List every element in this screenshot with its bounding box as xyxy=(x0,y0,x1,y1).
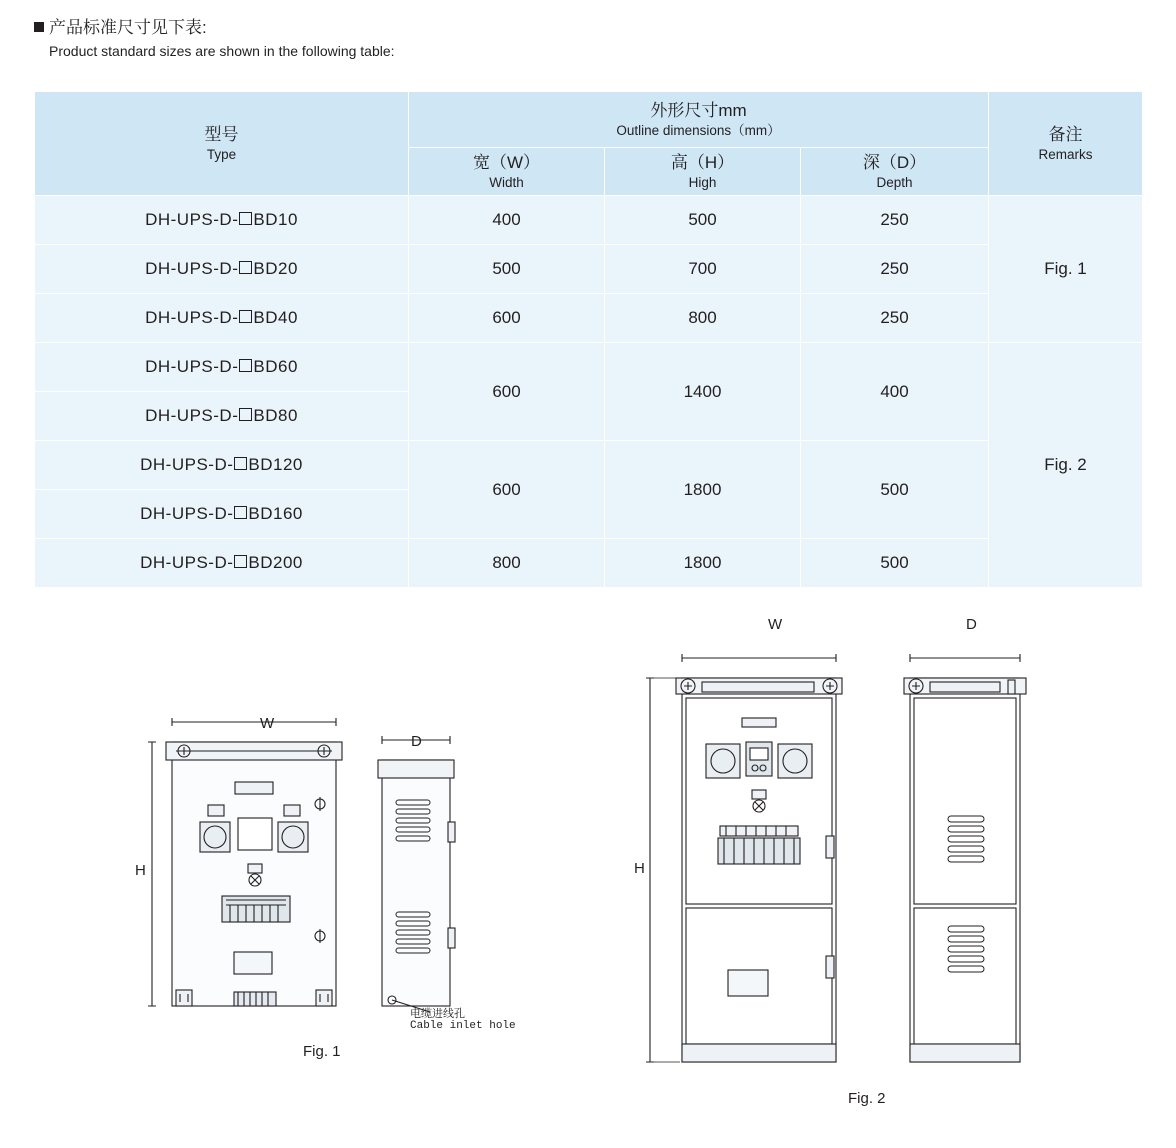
fig1-note-cn: 电缆进线孔 xyxy=(410,1009,465,1021)
header-remarks-en: Remarks xyxy=(1038,147,1093,162)
section-heading xyxy=(34,16,395,62)
square-symbol-icon xyxy=(234,555,247,568)
type-prefix: DH-UPS-D- xyxy=(145,308,239,327)
type-suffix: BD160 xyxy=(248,504,303,523)
header-outline-en: Outline dimensions（mm） xyxy=(616,123,781,138)
figure-1-svg xyxy=(130,700,550,1100)
type-suffix: BD10 xyxy=(253,210,298,229)
figure-1-drawing xyxy=(130,700,550,1100)
type-prefix: DH-UPS-D- xyxy=(140,455,234,474)
header-remarks xyxy=(989,92,1143,196)
header-high-en: High xyxy=(688,175,717,190)
header-outline-cn: 外形尺寸mm xyxy=(650,101,747,120)
cell-type xyxy=(35,539,409,588)
table-header xyxy=(35,92,1143,196)
header-type-cn: 型号 xyxy=(204,125,239,144)
type-suffix: BD40 xyxy=(253,308,298,327)
fig2-caption: Fig. 2 xyxy=(848,1090,886,1107)
type-prefix: DH-UPS-D- xyxy=(145,210,239,229)
cell-depth: 250 xyxy=(801,294,989,343)
cell-high: 1800 xyxy=(605,539,801,588)
cell-width: 600 xyxy=(409,294,605,343)
heading-chinese xyxy=(34,16,395,40)
header-high xyxy=(605,148,801,196)
header-depth-cn: 深（D） xyxy=(862,153,927,172)
table-row xyxy=(35,539,1143,588)
header-depth-en: Depth xyxy=(876,175,913,190)
type-suffix: BD60 xyxy=(253,357,298,376)
square-symbol-icon xyxy=(239,359,252,372)
header-depth xyxy=(801,148,989,196)
cell-width: 800 xyxy=(409,539,605,588)
cell-type xyxy=(35,294,409,343)
header-width xyxy=(409,148,605,196)
header-width-cn: 宽（W） xyxy=(472,153,541,172)
figure-2-svg xyxy=(610,640,1080,1110)
cell-type xyxy=(35,490,409,539)
fig1-label-h: H xyxy=(135,862,146,879)
type-suffix: BD20 xyxy=(253,259,298,278)
cell-remarks-fig2: Fig. 2 xyxy=(989,343,1143,588)
square-symbol-icon xyxy=(239,310,252,323)
type-prefix: DH-UPS-D- xyxy=(145,357,239,376)
cell-high: 1400 xyxy=(605,343,801,441)
table-row xyxy=(35,343,1143,392)
cell-width: 500 xyxy=(409,245,605,294)
square-symbol-icon xyxy=(234,506,247,519)
product-dimensions-table xyxy=(34,91,1143,588)
fig1-note-en: Cable inlet hole xyxy=(410,1020,516,1032)
cell-remarks-fig1: Fig. 1 xyxy=(989,196,1143,343)
cell-depth: 250 xyxy=(801,245,989,294)
cell-high: 800 xyxy=(605,294,801,343)
heading-chinese-text: 产品标准尺寸见下表: xyxy=(49,18,207,37)
cell-depth: 250 xyxy=(801,196,989,245)
table-body xyxy=(35,196,1143,588)
header-type-en: Type xyxy=(206,147,237,162)
fig1-label-d: D xyxy=(411,733,422,750)
cell-depth: 500 xyxy=(801,539,989,588)
cell-width: 400 xyxy=(409,196,605,245)
cell-type xyxy=(35,441,409,490)
figure-2-drawing xyxy=(610,640,1080,1110)
cell-depth: 400 xyxy=(801,343,989,441)
square-bullet-icon xyxy=(34,22,44,32)
square-symbol-icon xyxy=(234,457,247,470)
fig2-label-w: W xyxy=(768,616,783,633)
type-prefix: DH-UPS-D- xyxy=(145,406,239,425)
type-prefix: DH-UPS-D- xyxy=(140,553,234,572)
table-row xyxy=(35,245,1143,294)
square-symbol-icon xyxy=(239,261,252,274)
header-type xyxy=(35,92,409,196)
heading-english: Product standard sizes are shown in the following table: xyxy=(49,43,395,59)
cell-depth: 500 xyxy=(801,441,989,539)
header-width-en: Width xyxy=(489,175,524,190)
type-suffix: BD120 xyxy=(248,455,303,474)
header-outline xyxy=(409,92,989,148)
header-high-cn: 高（H） xyxy=(670,153,735,172)
cell-high: 1800 xyxy=(605,441,801,539)
cell-type xyxy=(35,392,409,441)
table-row xyxy=(35,294,1143,343)
fig1-caption: Fig. 1 xyxy=(303,1043,341,1060)
table-row xyxy=(35,196,1143,245)
cell-width: 600 xyxy=(409,441,605,539)
cell-type xyxy=(35,245,409,294)
cell-high: 500 xyxy=(605,196,801,245)
fig1-label-w: W xyxy=(260,715,275,732)
fig2-label-h: H xyxy=(634,860,645,877)
type-suffix: BD200 xyxy=(248,553,303,572)
fig2-label-d: D xyxy=(966,616,977,633)
table-row xyxy=(35,441,1143,490)
type-suffix: BD80 xyxy=(253,406,298,425)
square-symbol-icon xyxy=(239,408,252,421)
cell-high: 700 xyxy=(605,245,801,294)
square-symbol-icon xyxy=(239,212,252,225)
cell-width: 600 xyxy=(409,343,605,441)
type-prefix: DH-UPS-D- xyxy=(140,504,234,523)
type-prefix: DH-UPS-D- xyxy=(145,259,239,278)
cell-type xyxy=(35,196,409,245)
figures-area xyxy=(0,600,1176,1148)
header-remarks-cn: 备注 xyxy=(1048,125,1083,144)
cell-type xyxy=(35,343,409,392)
table-header-row-1 xyxy=(35,92,1143,148)
